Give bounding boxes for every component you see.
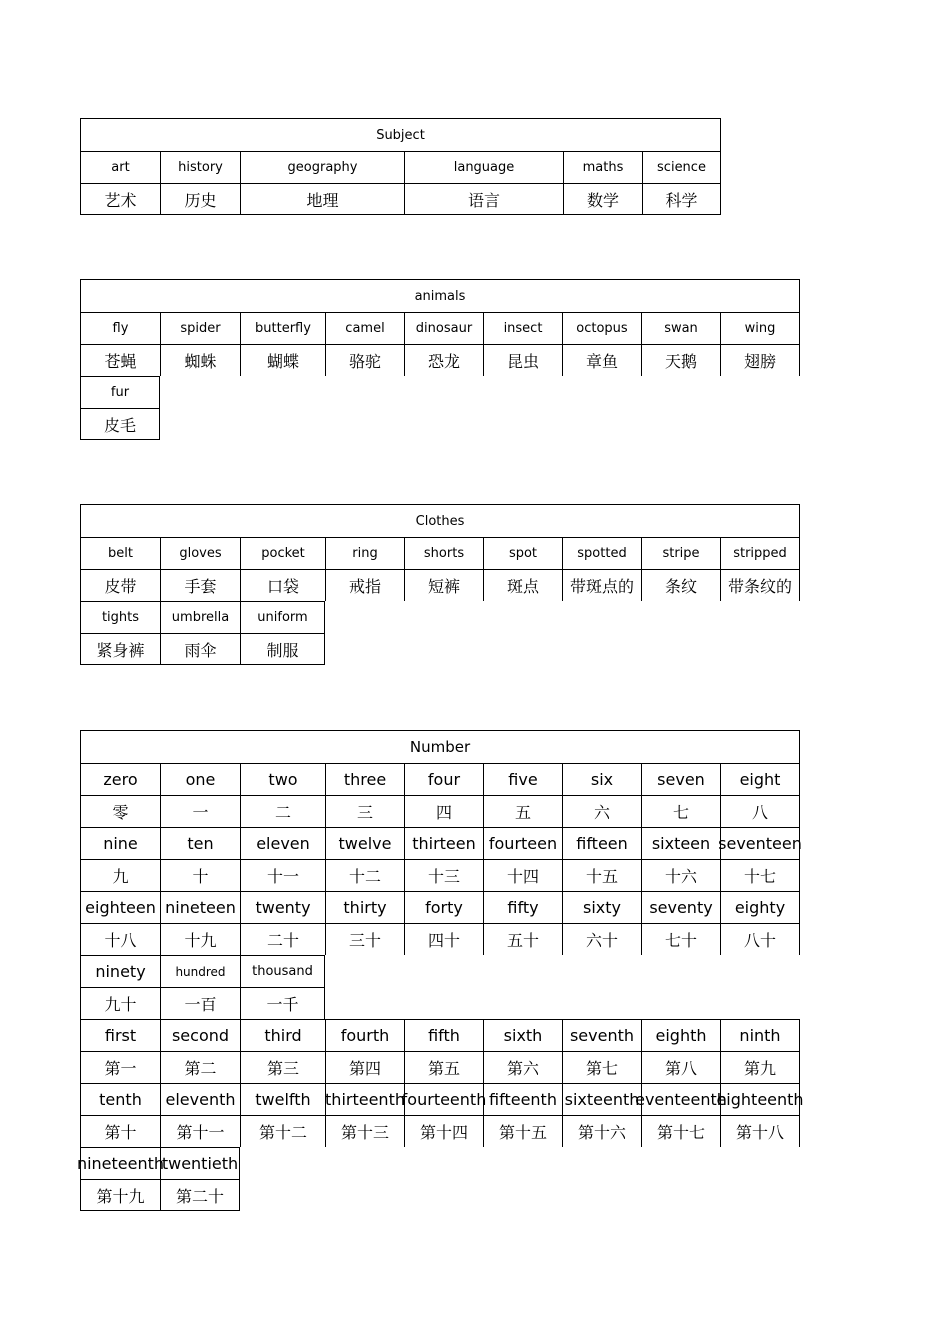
word-chinese: 三十 bbox=[325, 923, 404, 955]
word-english: hundred bbox=[160, 955, 240, 987]
word-chinese: 第九 bbox=[720, 1051, 800, 1083]
word-chinese: 骆驼 bbox=[325, 344, 404, 376]
number-table-title: Number bbox=[80, 730, 800, 763]
word-english: eight bbox=[720, 763, 800, 795]
word-chinese: 十四 bbox=[483, 859, 562, 891]
chinese-row bbox=[80, 408, 800, 440]
word-chinese: 七 bbox=[641, 795, 720, 827]
word-chinese: 二 bbox=[240, 795, 325, 827]
word-english: belt bbox=[80, 537, 160, 569]
word-english: history bbox=[160, 151, 240, 183]
word-english: third bbox=[240, 1019, 325, 1051]
word-chinese: 紧身裤 bbox=[80, 633, 160, 665]
word-english: thirty bbox=[325, 891, 404, 923]
english-row bbox=[80, 955, 800, 987]
word-english: seventeen bbox=[720, 827, 800, 859]
word-chinese: 零 bbox=[80, 795, 160, 827]
word-english: fourteen bbox=[483, 827, 562, 859]
word-english: thirteenth bbox=[325, 1083, 404, 1115]
word-english: fifth bbox=[404, 1019, 483, 1051]
word-english: spotted bbox=[562, 537, 641, 569]
word-english: fur bbox=[80, 376, 160, 408]
word-english: sixteen bbox=[641, 827, 720, 859]
word-english: dinosaur bbox=[404, 312, 483, 344]
word-chinese: 条纹 bbox=[641, 569, 720, 601]
word-english: nineteen bbox=[160, 891, 240, 923]
word-english: twenty bbox=[240, 891, 325, 923]
word-english: geography bbox=[240, 151, 404, 183]
chinese-row bbox=[80, 344, 800, 376]
word-english: swan bbox=[641, 312, 720, 344]
word-english: one bbox=[160, 763, 240, 795]
word-chinese: 七十 bbox=[641, 923, 720, 955]
chinese-row bbox=[80, 633, 800, 665]
word-english: seventh bbox=[562, 1019, 641, 1051]
word-chinese: 蜘蛛 bbox=[160, 344, 240, 376]
word-english: fourth bbox=[325, 1019, 404, 1051]
word-chinese: 第三 bbox=[240, 1051, 325, 1083]
word-chinese: 斑点 bbox=[483, 569, 562, 601]
word-chinese: 第十八 bbox=[720, 1115, 800, 1147]
word-english: eighteenth bbox=[720, 1083, 800, 1115]
word-chinese: 第一 bbox=[80, 1051, 160, 1083]
word-english: eighth bbox=[641, 1019, 720, 1051]
word-chinese: 口袋 bbox=[240, 569, 325, 601]
word-english: uniform bbox=[240, 601, 325, 633]
english-row bbox=[80, 763, 800, 795]
word-chinese: 八 bbox=[720, 795, 800, 827]
word-english: tights bbox=[80, 601, 160, 633]
word-english: shorts bbox=[404, 537, 483, 569]
word-english: eventeenth bbox=[641, 1083, 720, 1115]
word-chinese: 十三 bbox=[404, 859, 483, 891]
word-english: fly bbox=[80, 312, 160, 344]
word-english: twelfth bbox=[240, 1083, 325, 1115]
word-english: ninety bbox=[80, 955, 160, 987]
word-chinese: 带条纹的 bbox=[720, 569, 800, 601]
word-english: twentieth bbox=[160, 1147, 240, 1179]
word-english: camel bbox=[325, 312, 404, 344]
word-english: gloves bbox=[160, 537, 240, 569]
word-english: ninth bbox=[720, 1019, 800, 1051]
english-row bbox=[80, 312, 800, 344]
word-english: sixteenth bbox=[562, 1083, 641, 1115]
word-chinese: 戒指 bbox=[325, 569, 404, 601]
word-chinese: 第十九 bbox=[80, 1179, 160, 1211]
word-chinese: 第四 bbox=[325, 1051, 404, 1083]
word-chinese: 第五 bbox=[404, 1051, 483, 1083]
chinese-row bbox=[80, 1179, 800, 1211]
word-english: nine bbox=[80, 827, 160, 859]
word-english: thousand bbox=[240, 955, 325, 987]
word-chinese: 第十二 bbox=[240, 1115, 325, 1147]
chinese-row bbox=[80, 1051, 800, 1083]
word-chinese: 一 bbox=[160, 795, 240, 827]
chinese-row bbox=[80, 183, 721, 215]
clothes-table-title: Clothes bbox=[80, 504, 800, 537]
word-english: eleven bbox=[240, 827, 325, 859]
word-chinese: 四十 bbox=[404, 923, 483, 955]
chinese-row bbox=[80, 1115, 800, 1147]
word-chinese: 十二 bbox=[325, 859, 404, 891]
subject-table-title: Subject bbox=[80, 118, 721, 151]
word-chinese: 皮毛 bbox=[80, 408, 160, 440]
word-chinese: 蝴蝶 bbox=[240, 344, 325, 376]
english-row bbox=[80, 891, 800, 923]
word-english: seven bbox=[641, 763, 720, 795]
word-english: fourteenth bbox=[404, 1083, 483, 1115]
english-row bbox=[80, 1083, 804, 1115]
word-english: octopus bbox=[562, 312, 641, 344]
word-chinese: 第十 bbox=[80, 1115, 160, 1147]
english-row bbox=[80, 827, 800, 859]
word-english: spot bbox=[483, 537, 562, 569]
word-english: sixth bbox=[483, 1019, 562, 1051]
english-row bbox=[80, 601, 800, 633]
word-chinese: 昆虫 bbox=[483, 344, 562, 376]
word-chinese: 翅膀 bbox=[720, 344, 800, 376]
word-english: butterfly bbox=[240, 312, 325, 344]
word-chinese: 苍蝇 bbox=[80, 344, 160, 376]
chinese-row bbox=[80, 859, 800, 891]
word-chinese: 三 bbox=[325, 795, 404, 827]
word-chinese: 第二 bbox=[160, 1051, 240, 1083]
word-english: ring bbox=[325, 537, 404, 569]
word-chinese: 十八 bbox=[80, 923, 160, 955]
chinese-row bbox=[80, 987, 800, 1019]
word-chinese: 九 bbox=[80, 859, 160, 891]
word-english: umbrella bbox=[160, 601, 240, 633]
word-chinese: 第七 bbox=[562, 1051, 641, 1083]
word-chinese: 地理 bbox=[240, 183, 404, 215]
word-chinese: 第八 bbox=[641, 1051, 720, 1083]
word-chinese: 第十七 bbox=[641, 1115, 720, 1147]
word-english: thirteen bbox=[404, 827, 483, 859]
word-english: seventy bbox=[641, 891, 720, 923]
word-chinese: 九十 bbox=[80, 987, 160, 1019]
word-chinese: 第二十 bbox=[160, 1179, 240, 1211]
word-chinese: 五 bbox=[483, 795, 562, 827]
word-english: eighteen bbox=[80, 891, 160, 923]
word-english: eleventh bbox=[160, 1083, 240, 1115]
word-english: ten bbox=[160, 827, 240, 859]
word-english: tenth bbox=[80, 1083, 160, 1115]
animals-table-title: animals bbox=[80, 279, 800, 312]
word-english: pocket bbox=[240, 537, 325, 569]
number-table bbox=[76, 730, 804, 1211]
word-chinese: 一百 bbox=[160, 987, 240, 1019]
chinese-row bbox=[80, 923, 800, 955]
word-chinese: 制服 bbox=[240, 633, 325, 665]
word-english: language bbox=[404, 151, 563, 183]
word-chinese: 十七 bbox=[720, 859, 800, 891]
word-english: forty bbox=[404, 891, 483, 923]
word-chinese: 十 bbox=[160, 859, 240, 891]
word-english: three bbox=[325, 763, 404, 795]
word-english: stripe bbox=[641, 537, 720, 569]
word-chinese: 一千 bbox=[240, 987, 325, 1019]
english-row bbox=[80, 151, 721, 183]
word-chinese: 带斑点的 bbox=[562, 569, 641, 601]
english-row bbox=[80, 1019, 800, 1051]
word-chinese: 历史 bbox=[160, 183, 240, 215]
word-english: two bbox=[240, 763, 325, 795]
word-english: art bbox=[80, 151, 160, 183]
word-chinese: 十九 bbox=[160, 923, 240, 955]
word-chinese: 六十 bbox=[562, 923, 641, 955]
word-chinese: 皮带 bbox=[80, 569, 160, 601]
word-chinese: 第六 bbox=[483, 1051, 562, 1083]
word-english: wing bbox=[720, 312, 800, 344]
word-chinese: 二十 bbox=[240, 923, 325, 955]
word-chinese: 手套 bbox=[160, 569, 240, 601]
word-chinese: 恐龙 bbox=[404, 344, 483, 376]
word-chinese: 四 bbox=[404, 795, 483, 827]
word-english: zero bbox=[80, 763, 160, 795]
word-chinese: 短裤 bbox=[404, 569, 483, 601]
word-english: fifteen bbox=[562, 827, 641, 859]
word-english: fifteenth bbox=[483, 1083, 562, 1115]
word-chinese: 十六 bbox=[641, 859, 720, 891]
word-english: spider bbox=[160, 312, 240, 344]
word-chinese: 语言 bbox=[404, 183, 563, 215]
word-chinese: 雨伞 bbox=[160, 633, 240, 665]
word-chinese: 艺术 bbox=[80, 183, 160, 215]
word-chinese: 数学 bbox=[563, 183, 642, 215]
word-chinese: 十五 bbox=[562, 859, 641, 891]
subject-table bbox=[80, 118, 721, 215]
word-english: maths bbox=[563, 151, 642, 183]
clothes-table bbox=[80, 504, 800, 665]
word-chinese: 十一 bbox=[240, 859, 325, 891]
word-chinese: 科学 bbox=[642, 183, 721, 215]
english-row bbox=[80, 537, 800, 569]
word-chinese: 第十五 bbox=[483, 1115, 562, 1147]
chinese-row bbox=[80, 795, 800, 827]
word-english: fifty bbox=[483, 891, 562, 923]
english-row bbox=[76, 1147, 800, 1179]
word-chinese: 八十 bbox=[720, 923, 800, 955]
word-chinese: 六 bbox=[562, 795, 641, 827]
word-english: science bbox=[642, 151, 721, 183]
word-english: eighty bbox=[720, 891, 800, 923]
word-chinese: 五十 bbox=[483, 923, 562, 955]
word-english: sixty bbox=[562, 891, 641, 923]
animals-table bbox=[80, 279, 800, 440]
word-chinese: 章鱼 bbox=[562, 344, 641, 376]
word-chinese: 第十一 bbox=[160, 1115, 240, 1147]
word-chinese: 第十三 bbox=[325, 1115, 404, 1147]
english-row bbox=[80, 376, 800, 408]
word-english: twelve bbox=[325, 827, 404, 859]
word-chinese: 天鹅 bbox=[641, 344, 720, 376]
word-english: five bbox=[483, 763, 562, 795]
chinese-row bbox=[80, 569, 800, 601]
word-english: six bbox=[562, 763, 641, 795]
word-english: insect bbox=[483, 312, 562, 344]
word-english: four bbox=[404, 763, 483, 795]
word-english: first bbox=[80, 1019, 160, 1051]
word-english: nineteenth bbox=[80, 1147, 160, 1179]
word-english: stripped bbox=[720, 537, 800, 569]
word-chinese: 第十四 bbox=[404, 1115, 483, 1147]
word-english: second bbox=[160, 1019, 240, 1051]
word-chinese: 第十六 bbox=[562, 1115, 641, 1147]
